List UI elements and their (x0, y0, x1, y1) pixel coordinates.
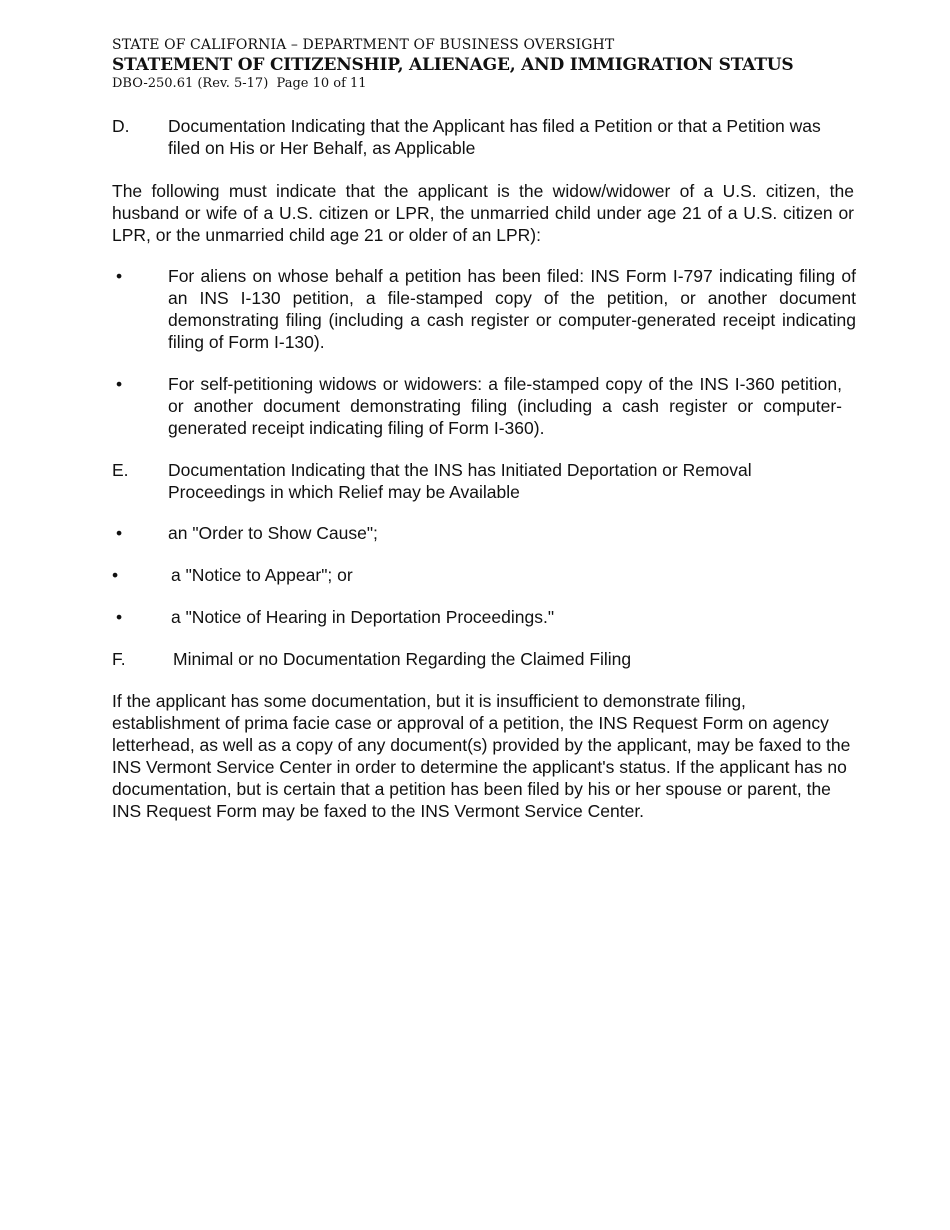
list-item-text: a "Notice to Appear"; or (171, 565, 353, 585)
section-d-heading-text: Documentation Indicating that the Applicant has filed a Petition or that a Petition was filed on His or Her Behalf, as Applicable (168, 116, 821, 158)
section-f-label: F. (112, 649, 126, 669)
section-d-intro: The following must indicate that the applicant is the widow/widower of a U.S. citizen, the husband or wife of a U.S. citizen or LPR, the unmarried child under age 21 of a U.S. citizen or LPR, or the unmarried child age 21 or older of an LPR): (112, 181, 854, 245)
section-d-label: D. (112, 116, 130, 136)
form-title: STATEMENT OF CITIZENSHIP, ALIENAGE, AND IMMIGRATION STATUS (112, 55, 794, 75)
form-header (112, 36, 793, 92)
page-number: Page 10 of 11 (276, 76, 367, 91)
bullet-marker: • (112, 565, 119, 585)
bullet-marker: • (116, 523, 123, 543)
section-f-heading-text: Minimal or no Documentation Regarding the Claimed Filing (173, 649, 632, 669)
section-e-label: E. (112, 460, 129, 480)
list-item-text: For self-petitioning widows or widowers: a file-stamped copy of the INS I-360 petition, or another document demonstrating filing (including a cash register or computer-generated receipt indicating filing of Form I-360). (168, 374, 842, 438)
list-item-text: a "Notice of Hearing in Deportation Proceedings." (171, 607, 555, 627)
section-e-heading-text: Documentation Indicating that the INS has Initiated Deportation or Removal Proceedings in which Relief may be Available (168, 460, 752, 502)
bullet-marker: • (116, 607, 123, 627)
list-item-text: an "Order to Show Cause"; (168, 523, 378, 543)
form-number: DBO-250.61 (Rev. 5-17) (112, 76, 269, 91)
form-number-line (112, 76, 793, 92)
section-d-heading (112, 115, 856, 159)
bullet-marker: • (116, 266, 123, 286)
section-f-paragraph: If the applicant has some documentation, but it is insufficient to demonstrate filing, establishment of prima facie case or approval of a petition, the INS Request Form on agency letterhead, as well as a copy of any document(s) provided by the applicant, may be faxed to the INS Vermont Service Center in order to determine the applicant's status. If the applicant has no documentation, but is certain that a petition has been filed by his or her spouse or parent, the INS Request Form may be faxed to the INS Vermont Service Center. (112, 691, 851, 821)
bullet-marker: • (116, 374, 123, 394)
list-item-text: For aliens on whose behalf a petition has been filed: INS Form I-797 indicating filing of an INS I-130 petition, a file-stamped copy of the petition, or another document demonstrating filing (including a cash register or computer-generated receipt indicating filing of Form I-130). (168, 266, 856, 352)
department-line: STATE OF CALIFORNIA – DEPARTMENT OF BUSINESS OVERSIGHT (112, 37, 615, 53)
